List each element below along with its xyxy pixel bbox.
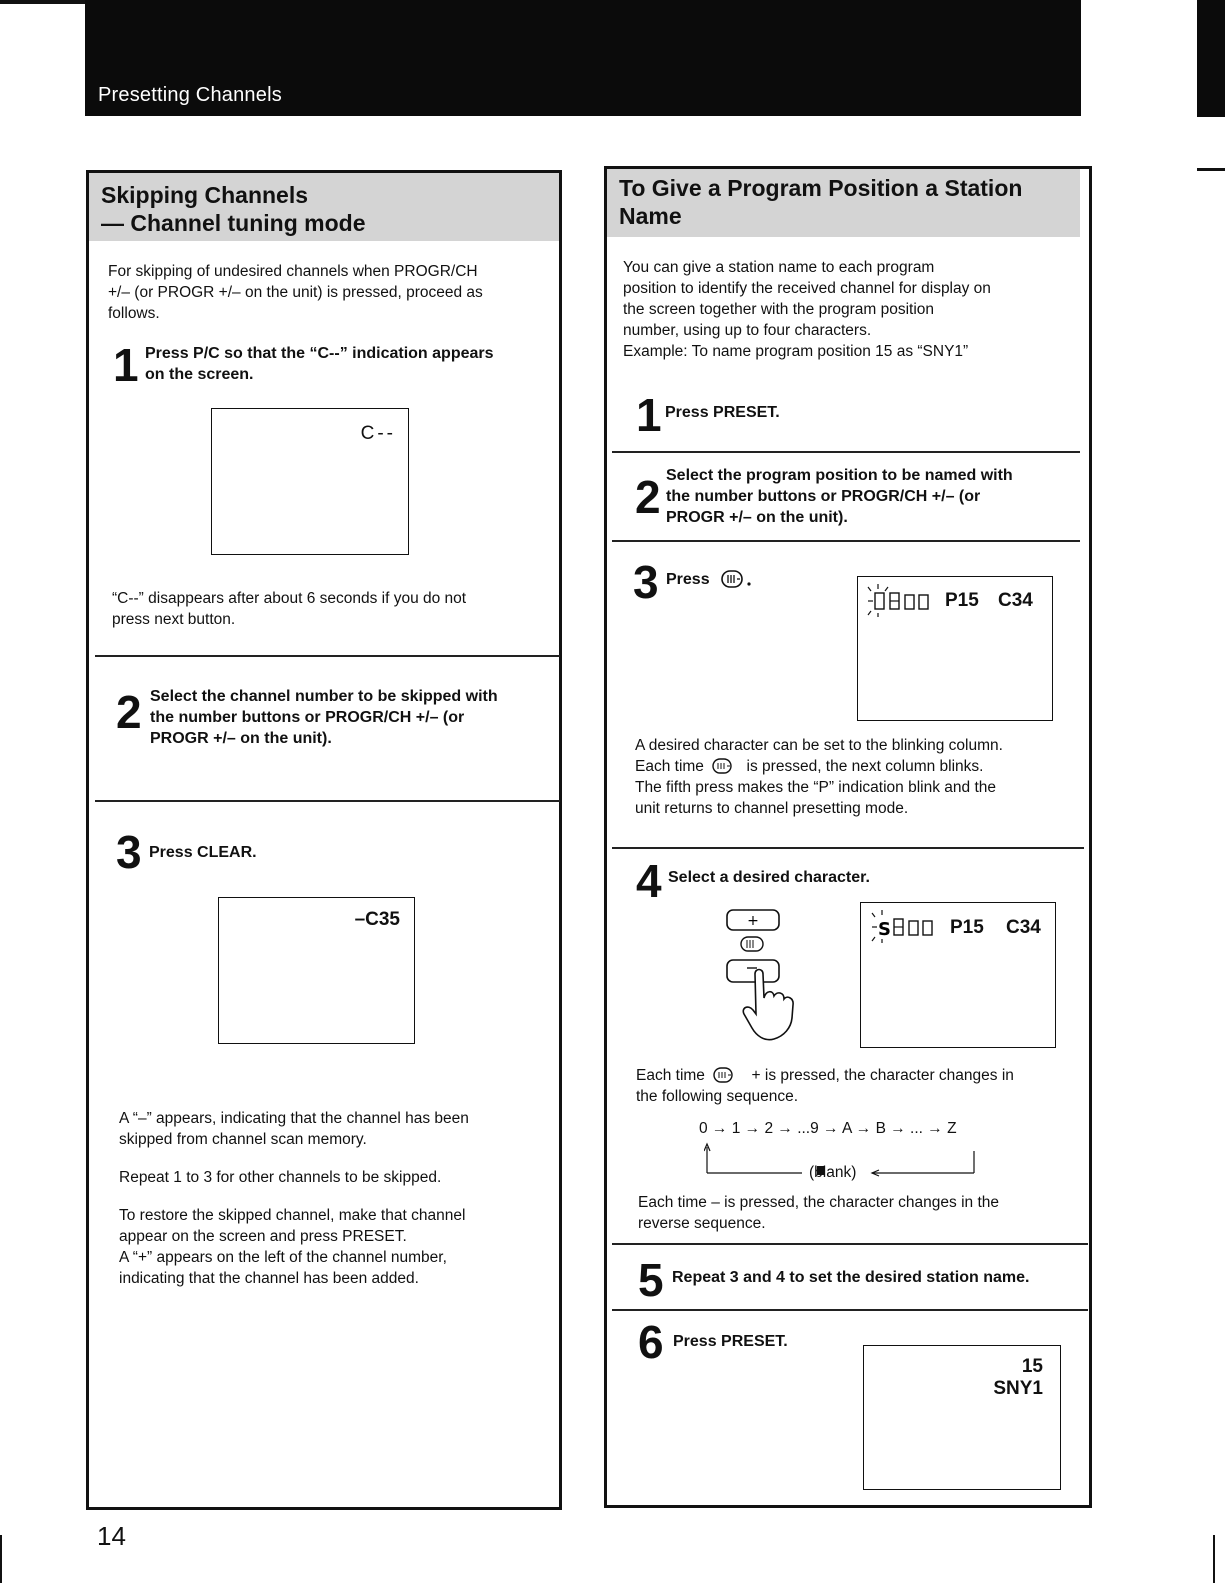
step-line: Press P/C so that the “C--” indication appears: [145, 345, 494, 362]
step-number: 1: [636, 389, 662, 441]
note-line: The fifth press makes the “P” indication blink and the: [635, 779, 996, 796]
page-title: Presetting Channels: [98, 84, 282, 106]
step-number: 3: [633, 556, 659, 608]
note-line: indicating that the channel has been added.: [119, 1270, 419, 1287]
note-line: unit returns to channel presetting mode.: [635, 800, 909, 817]
left-edge-mark: [0, 1535, 2, 1583]
divider: [612, 451, 1080, 453]
step-instruction: Select a desired character.: [668, 869, 870, 886]
note-line: “C--” disappears after about 6 seconds if you do not: [112, 590, 467, 607]
step-number: 6: [638, 1316, 664, 1368]
next-page-edge: [1197, 0, 1225, 117]
blinking-character: S: [878, 919, 891, 940]
step-number: 4: [636, 855, 662, 907]
note-text: [638, 1192, 1083, 1234]
divider: [95, 800, 560, 802]
note-text: [635, 735, 1080, 819]
channel-button-icon: [713, 1067, 739, 1083]
step-line: Select the channel number to be skipped with: [150, 688, 498, 705]
remote-buttons-hand-icon: [722, 906, 822, 1051]
heading-line-1: Skipping Channels: [101, 182, 309, 208]
note-fragment: Each time: [636, 1067, 705, 1084]
note-text: [636, 1065, 1081, 1107]
note-fragment: is pressed, the next column blinks.: [746, 758, 984, 775]
note-fragment: + is pressed, the character changes in: [751, 1067, 1014, 1084]
step-instruction: Press PRESET.: [665, 404, 780, 421]
page-number: 14: [97, 1521, 126, 1551]
note-text: [119, 1108, 559, 1289]
note-line: the following sequence.: [636, 1088, 799, 1105]
tv-screen: [857, 576, 1053, 721]
note-line: To restore the skipped channel, make that channel: [119, 1207, 466, 1224]
note-line: press next button.: [112, 611, 236, 628]
channel-button-icon: [721, 569, 753, 594]
step-instruction: Press: [666, 571, 710, 588]
step-line: PROGR +/– on the unit).: [150, 730, 332, 747]
step-instruction: [150, 686, 550, 749]
screen-line: SNY1: [993, 1378, 1043, 1399]
step-instruction: Repeat 3 and 4 to set the desired station name.: [672, 1269, 1030, 1286]
step-line: on the screen.: [145, 366, 254, 383]
divider: [612, 1243, 1088, 1245]
step-line: the number buttons or PROGR/CH +/– (or: [150, 709, 465, 726]
intro-line: number, using up to four characters.: [623, 322, 872, 339]
tv-screen: [218, 897, 415, 1044]
note-text: [112, 588, 552, 630]
station-name-panel: [604, 166, 1092, 1508]
step-instruction: [145, 343, 545, 385]
heading-line-2: Name: [619, 203, 682, 229]
step-number: 3: [116, 826, 142, 878]
tv-screen: [860, 902, 1056, 1048]
right-edge-mark: [1213, 1535, 1215, 1583]
heading-line-1: To Give a Program Position a Station: [619, 175, 1023, 201]
intro-line: +/– (or PROGR +/– on the unit) is pressed, proceed as: [108, 284, 483, 301]
channel-button-icon: [712, 758, 738, 774]
blinking-column-icon: [869, 908, 941, 949]
screen-text: [993, 1356, 1043, 1400]
note-line: [636, 1065, 1081, 1086]
note-fragment: Each time: [635, 758, 704, 775]
svg-text:+: +: [747, 913, 759, 929]
next-page-edge-rule: [1197, 168, 1225, 171]
blank-label: (blank): [809, 1164, 857, 1181]
divider: [95, 655, 560, 657]
intro-line: position to identify the received channel for display on: [623, 280, 991, 297]
note-line: reverse sequence.: [638, 1215, 766, 1232]
section-heading-station-name: [607, 169, 1080, 237]
step-line: Select the program position to be named with: [666, 467, 1013, 484]
intro-line: follows.: [108, 305, 160, 322]
note-line: appear on the screen and press PRESET.: [119, 1228, 407, 1245]
blinking-column-icon: [865, 582, 937, 623]
step-instruction: Press PRESET.: [673, 1333, 788, 1350]
step-line: the number buttons or PROGR/CH +/– (or: [666, 488, 981, 505]
tv-screen: [863, 1345, 1061, 1490]
note-line: A desired character can be set to the blinking column.: [635, 737, 1003, 754]
tv-screen: [211, 408, 409, 555]
intro-text: [108, 261, 548, 324]
step-instruction: Press CLEAR.: [149, 844, 257, 861]
divider: [612, 540, 1080, 542]
screen-text: –C35: [354, 909, 400, 930]
channel-text: C34: [998, 590, 1033, 611]
program-position-text: P15: [945, 590, 979, 611]
note-line: A “–” appears, indicating that the channel has been: [119, 1110, 469, 1127]
note-line: [635, 756, 1080, 777]
program-position-text: P15: [950, 917, 984, 938]
section-heading-skipping: [89, 173, 559, 241]
note-line: A “+” appears on the left of the channel number,: [119, 1249, 447, 1266]
heading-line-2: — Channel tuning mode: [101, 210, 366, 236]
step-number: 1: [113, 339, 139, 391]
note-line: Repeat 1 to 3 for other channels to be skipped.: [119, 1169, 442, 1186]
character-sequence: 0 → 1 → 2 → ...9 → A → B → ... → Z: [699, 1120, 957, 1137]
step-number: 5: [638, 1254, 664, 1306]
screen-text: C--: [360, 423, 396, 444]
divider: [612, 1309, 1088, 1311]
intro-line: Example: To name program position 15 as “SNY1”: [623, 343, 969, 360]
intro-text: [623, 257, 1073, 362]
note-line: Each time – is pressed, the character changes in the: [638, 1194, 1000, 1211]
step-number: 2: [116, 686, 142, 738]
step-line: PROGR +/– on the unit).: [666, 509, 848, 526]
note-line: skipped from channel scan memory.: [119, 1131, 367, 1148]
step-instruction: [666, 465, 1076, 528]
step-number: 2: [635, 471, 661, 523]
screen-line: 15: [1021, 1356, 1043, 1377]
channel-text: C34: [1006, 917, 1041, 938]
intro-line: You can give a station name to each program: [623, 259, 935, 276]
divider: [612, 847, 1084, 849]
intro-line: the screen together with the program position: [623, 301, 935, 318]
intro-line: For skipping of undesired channels when PROGR/CH: [108, 263, 478, 280]
